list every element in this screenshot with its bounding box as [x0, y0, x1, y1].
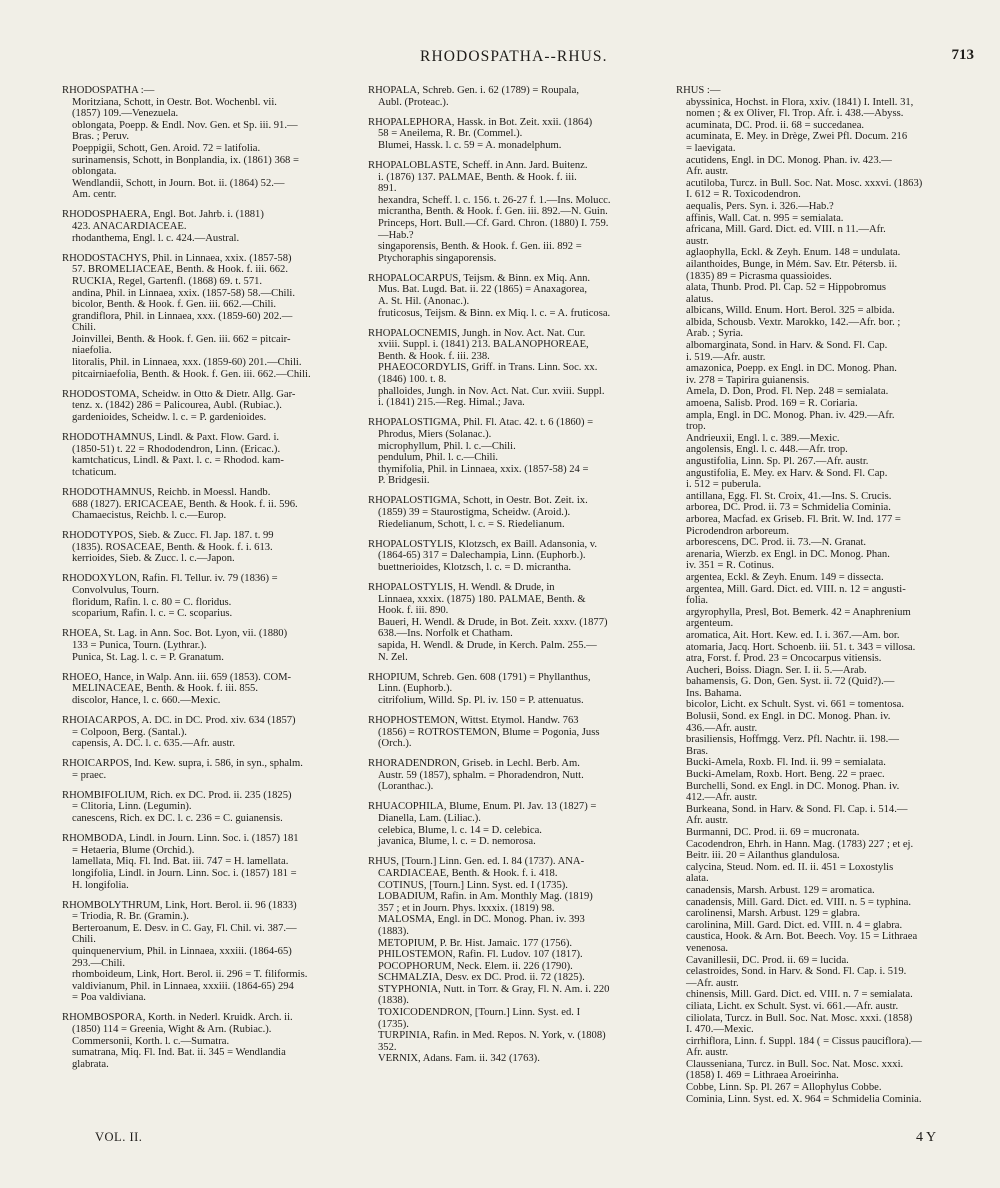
- entry-line: xviii. Suppl. i. (1841) 213. BALANOPHOREAE,: [378, 339, 589, 351]
- entry-line: javanica, Blume, l. c. = D. nemorosa.: [378, 836, 536, 848]
- entry-line: ailanthoides, Bunge, in Mém. Sav. Etr. Pétersb. ii.: [686, 258, 898, 270]
- entry-line: 133 = Punica, Tourn. (Lythrar.).: [72, 639, 207, 651]
- entry-line: acuminata, DC. Prod. ii. 68 = succedanea.: [686, 119, 865, 131]
- dictionary-entry: [368, 672, 668, 707]
- entry-line: acutidens, Engl. in DC. Monog. Phan. iv. 423.—: [686, 154, 892, 166]
- entry-line: Phrodus, Miers (Solanac.).: [378, 428, 492, 440]
- entry-line: carolinensi, Marsh. Arbust. 129 = glabra.: [686, 908, 860, 920]
- entry-line: Picrodendron arboreum.: [686, 525, 789, 537]
- entry-line: (Orch.).: [378, 738, 412, 750]
- entry-line: litoralis, Phil. in Linnaea, xxx. (1859-60) 201.—Chili.: [72, 357, 302, 369]
- entry-line: i. (1876) 137. PALMAE, Benth. & Hook. f. iii.: [378, 171, 577, 183]
- entry-line: Joinvillei, Benth. & Hook. f. Gen. iii. 662 = pitcair-: [72, 333, 291, 345]
- entry-line: Burkeana, Sond. in Harv. & Sond. Fl. Cap. i. 514.—: [686, 803, 908, 815]
- entry-line: Bucki-Amelam, Roxb. Hort. Beng. 22 = praec.: [686, 769, 885, 781]
- entry-line: (1857) 109.—Venezuela.: [72, 108, 179, 120]
- entry-line: SCHMALZIA, Desv. ex DC. Prod. ii. 72 (1825).: [378, 972, 585, 984]
- entry-line: = Poa valdiviana.: [72, 992, 146, 1004]
- entry-heading-line: RHOEO, Hance, in Walp. Ann. iii. 659 (1853). COM-: [62, 671, 292, 683]
- entry-line: Baueri, H. Wendl. & Drude, in Bot. Zeit. xxxv. (1877): [378, 616, 608, 628]
- entry-line: COTINUS, [Tourn.] Linn. Syst. ed. I (1735).: [378, 879, 568, 891]
- entry-line: carolinina, Mill. Gard. Dict. ed. VIII. n. 4 = glabra.: [686, 919, 903, 931]
- entry-line: arborescens, DC. Prod. ii. 73.—N. Granat.: [686, 537, 867, 549]
- entry-line: Chili.: [72, 934, 96, 946]
- dictionary-entry: [368, 539, 668, 574]
- entry-line: quinquenervium, Phil. in Linnaea, xxxiii. (1864-65): [72, 946, 292, 957]
- entry-line: aromatica, Ait. Hort. Kew. ed. I. i. 367.—Am. bor.: [686, 629, 900, 641]
- entry-line: 293.—Chili.: [72, 957, 125, 969]
- entry-line: (1835). ROSACEAE, Benth. & Hook. f. i. 613.: [72, 541, 273, 553]
- entry-line: africana, Mill. Gard. Dict. ed. VIII. n 11.—Afr.: [686, 224, 886, 236]
- entry-line: (1883).: [378, 925, 409, 937]
- entry-line: (1859) 39 = Staurostigma, Scheidw. (Aroid.).: [378, 507, 571, 518]
- entry-line: iv. 351 = R. Cotinus.: [686, 560, 774, 572]
- entry-line: sumatrana, Miq. Fl. Ind. Bat. ii. 345 = Wendlandia: [72, 1047, 286, 1059]
- entry-line: Cobbe, Linn. Sp. Pl. 267 = Allophylus Cobbe.: [686, 1082, 882, 1094]
- entry-line: kamtchaticus, Lindl. & Paxt. l. c. = Rhodod. kam-: [72, 455, 284, 467]
- entry-line: Berteroanum, E. Desv. in C. Gay, Fl. Chil. vi. 387.—: [72, 922, 297, 934]
- entry-heading-line: RHODOSPHAERA, Engl. Bot. Jahrb. i. (1881): [62, 209, 264, 221]
- entry-line: Afr. austr.: [686, 166, 729, 178]
- entry-line: longifolia, Lindl. in Journ. Linn. Soc. i. (1857) 181 =: [72, 867, 297, 879]
- entry-line: cirrhiflora, Linn. f. Suppl. 184 ( = Cissus pauciflora).—: [686, 1035, 922, 1047]
- entry-line: celebica, Blume, l. c. 14 = D. celebica.: [378, 824, 542, 836]
- entry-line: bicolor, Licht. ex Schult. Syst. vi. 661 = tomentosa.: [686, 699, 904, 711]
- entry-line: Punica, St. Lag. l. c. = P. Granatum.: [72, 651, 224, 663]
- running-head: RHODOSPATHA--RHUS.: [420, 48, 608, 65]
- entry-line: CARDIACEAE, Benth. & Hook. f. i. 418.: [378, 867, 558, 879]
- entry-heading-line: RHOPALOCNEMIS, Jungh. in Nov. Act. Nat. Cur.: [368, 327, 586, 339]
- entry-line: canadensis, Marsh. Arbust. 129 = aromatica.: [686, 884, 875, 896]
- entry-line: andina, Phil. in Linnaea, xxix. (1857-58) 58.—Chili.: [72, 287, 296, 299]
- entry-line: chinensis, Mill. Gard. Dict. ed. VIII. n. 7 = semialata.: [686, 989, 913, 1001]
- column-middle: [368, 85, 668, 1074]
- entry-line: Ins. Bahama.: [686, 687, 742, 699]
- entry-heading-line: RHOEA, St. Lag. in Ann. Soc. Bot. Lyon, vii. (1880): [62, 628, 288, 640]
- entry-line: acutiloba, Turcz. in Bull. Soc. Nat. Mosc. xxxvi. (1863): [686, 177, 923, 189]
- entry-line: folia.: [686, 595, 709, 607]
- entry-line: Bucki-Amela, Roxb. Fl. Ind. ii. 99 = semialata.: [686, 757, 886, 769]
- entry-line: alata, Thunb. Prod. Pl. Cap. 52 = Hippobromus: [686, 282, 886, 294]
- entry-line: Riedelianum, Schott, l. c. = S. Riedelianum.: [378, 518, 565, 530]
- entry-heading-line: RHODOXYLON, Rafin. Fl. Tellur. iv. 79 (1836) =: [62, 573, 278, 585]
- entry-line: (1838).: [378, 995, 409, 1007]
- entry-line: buettnerioides, Klotzsch, l. c. = D. micrantha.: [378, 561, 572, 573]
- entry-line: Blumei, Hassk. l. c. 59 = A. monadelphum.: [378, 139, 562, 151]
- entry-line: ciliolata, Turcz. in Bull. Soc. Nat. Mosc. xxxi. (1858): [686, 1012, 913, 1024]
- entry-line: sapida, H. Wendl. & Drude, in Kerch. Palm. 255.—: [378, 639, 597, 651]
- entry-line: kerrioides, Sieb. & Zucc. l. c.—Japon.: [72, 553, 235, 565]
- entry-line: = laevigata.: [686, 142, 736, 154]
- entry-heading-line: RHODOTHAMNUS, Lindl. & Paxt. Flow. Gard. i.: [62, 432, 280, 444]
- entry-line: (1858) I. 469 = Lithraea Aroeirinha.: [686, 1070, 839, 1082]
- dictionary-entry: [62, 573, 358, 619]
- entry-line: rhomboideum, Link, Hort. Berol. ii. 296 = T. filiformis.: [72, 969, 308, 981]
- entry-line: bahamensis, G. Don, Gen. Syst. ii. 72 (Quid?).—: [686, 676, 895, 688]
- dictionary-entry: [62, 833, 358, 891]
- entry-line: = Triodia, R. Br. (Gramin.).: [72, 911, 189, 923]
- entry-line: grandiflora, Phil. in Linnaea, xxx. (1859-60) 202.—: [72, 310, 293, 322]
- entry-line: antillana, Egg. Fl. St. Croix, 41.—Ins. S. Crucis.: [686, 490, 892, 502]
- dictionary-entry: [62, 758, 358, 781]
- entry-line: angolensis, Engl. l. c. 448.—Afr. trop.: [686, 444, 848, 456]
- entry-line: Am. centr.: [72, 189, 117, 201]
- entry-line: = Clitoria, Linn. (Legumin).: [72, 801, 192, 813]
- dictionary-entry: [368, 758, 668, 793]
- entry-line: Chili.: [72, 322, 96, 334]
- entry-line: albida, Schousb. Vextr. Marokko, 142.—Afr. bor. ;: [686, 316, 901, 328]
- entry-line: 352.: [378, 1041, 397, 1053]
- entry-line: Arab. ; Syria.: [686, 328, 744, 340]
- entry-heading-line: RHORADENDRON, Griseb. in Lechl. Berb. Am.: [368, 758, 580, 770]
- entry-line: = Colpoon, Berg. (Santal.).: [72, 726, 187, 738]
- entry-line: angustifolia, E. Mey. ex Harv. & Sond. Fl. Cap.: [686, 467, 888, 479]
- entry-line: I. 470.—Mexic.: [686, 1024, 754, 1036]
- entry-line: Chamaecistus, Reichb. l. c.—Europ.: [72, 510, 227, 522]
- entry-line: surinamensis, Schott, in Bonplandia, ix. (1861) 368 =: [72, 154, 299, 166]
- entry-line: amoena, Salisb. Prod. 169 = R. Coriaria.: [686, 398, 858, 410]
- entry-line: Burmanni, DC. Prod. ii. 69 = mucronata.: [686, 827, 860, 838]
- entry-line: abyssinica, Hochst. in Flora, xxiv. (1841) I. Intell. 31,: [686, 96, 914, 108]
- entry-heading-line: RHOPIUM, Schreb. Gen. 608 (1791) = Phyllanthus,: [368, 671, 591, 683]
- entry-line: ciliata, Licht. ex Schult. Syst. vi. 661.—Afr. austr.: [686, 1000, 899, 1012]
- entry-line: (Loranthac.).: [378, 781, 434, 793]
- entry-line: acuminata, E. Mey. in Drège, Zwei Pfl. Docum. 216: [686, 131, 908, 143]
- entry-line: Moritziana, Schott, in Oestr. Bot. Wochenbl. vii.: [72, 96, 277, 108]
- entry-heading-line: RHOMBOLYTHRUM, Link, Hort. Berol. ii. 96 (1833): [62, 899, 297, 911]
- entry-line: argentea, Eckl. & Zeyh. Enum. 149 = dissecta.: [686, 571, 884, 583]
- entry-line: Andrieuxii, Engl. l. c. 389.—Mexic.: [686, 432, 840, 444]
- entry-line: pitcairniaefolia, Benth. & Hook. f. Gen. iii. 662.—Chili.: [72, 368, 311, 380]
- entry-line: aequalis, Pers. Syn. i. 326.—Hab.?: [686, 200, 834, 212]
- entry-line: 58 = Aneilema, R. Br. (Commel.).: [378, 128, 523, 140]
- entry-line: Clausseniana, Turcz. in Bull. Soc. Nat. Mosc. xxxi.: [686, 1058, 904, 1070]
- entry-line: rhodanthema, Engl. l. c. 424.—Austral.: [72, 232, 240, 244]
- entry-line: scoparium, Rafin. l. c. = C. scoparius.: [72, 608, 233, 620]
- dictionary-entry: [368, 495, 668, 530]
- entry-heading-line: RHUS :—: [676, 85, 721, 96]
- entry-line: (1846) 100. t. 8.: [378, 374, 447, 386]
- entry-line: METOPIUM, P. Br. Hist. Jamaic. 177 (1756).: [378, 937, 573, 949]
- entry-line: Aucheri, Boiss. Diagn. Ser. I. ii. 5.—Arab.: [686, 664, 867, 676]
- entry-line: brasiliensis, Hoffmgg. Verz. Pfl. Nachtr. ii. 198.—: [686, 734, 899, 746]
- entry-line: Bolusii, Sond. ex Engl. in DC. Monog. Phan. iv.: [686, 711, 891, 723]
- entry-line: nomen ; & ex Oliver, Fl. Trop. Afr. i. 438.—Abyss.: [686, 108, 904, 120]
- entry-line: 891.: [378, 183, 397, 195]
- entry-line: Aubl. (Proteac.).: [378, 96, 449, 108]
- dictionary-entry: [62, 790, 358, 825]
- entry-line: valdivianum, Phil. in Linnaea, xxxiii. (1864-65) 294: [72, 980, 294, 992]
- entry-line: MELINACEAE, Benth. & Hook. f. iii. 855.: [72, 683, 258, 695]
- entry-line: arborea, DC. Prod. ii. 73 = Schmidelia Cominia.: [686, 502, 891, 514]
- dictionary-entry: [62, 715, 358, 750]
- entry-line: celastroides, Sond. in Harv. & Sond. Fl. Cap. i. 519.: [686, 966, 907, 978]
- entry-line: phalloides, Jungh. in Nov. Act. Nat. Cur. xviii. Suppl.: [378, 385, 605, 397]
- entry-heading-line: RHOPALA, Schreb. Gen. i. 62 (1789) = Roupala,: [368, 85, 579, 96]
- dictionary-entry: [368, 328, 668, 409]
- entry-line: I. 612 = R. Toxicodendron.: [686, 189, 801, 201]
- entry-line: i. 519.—Afr. austr.: [686, 351, 766, 363]
- entry-line: = praec.: [72, 769, 107, 781]
- entry-line: Bras.: [686, 745, 709, 757]
- entry-line: Afr. austr.: [686, 815, 729, 827]
- dictionary-entry: [62, 432, 358, 478]
- entry-line: tenz. x. (1842) 286 = Palicourea, Aubl. (Rubiac.).: [72, 400, 282, 412]
- entry-line: amazonica, Poepp. ex Engl. in DC. Monog. Phan.: [686, 363, 897, 375]
- dictionary-entry: [62, 900, 358, 1004]
- entry-line: gardenioides, Scheidw. l. c. = P. gardenioides.: [72, 411, 267, 423]
- entry-line: aglaophylla, Eckl. & Zeyh. Enum. 148 = undulata.: [686, 247, 901, 259]
- entry-heading-line: RHUACOPHILA, Blume, Enum. Pl. Jav. 13 (1827) =: [368, 801, 597, 813]
- entry-line: TURPINIA, Rafin. in Med. Repos. N. York, v. (1808): [378, 1030, 606, 1042]
- dictionary-entry: [62, 530, 358, 565]
- entry-line: —Afr. austr.: [686, 977, 739, 989]
- entry-heading-line: RHOPALEPHORA, Hassk. in Bot. Zeit. xxii. (1864): [368, 116, 593, 128]
- entry-heading-line: RHOMBIFOLIUM, Rich. ex DC. Prod. ii. 235 (1825): [62, 789, 292, 801]
- entry-line: albomarginata, Sond. in Harv. & Sond. Fl. Cap.: [686, 340, 888, 352]
- entry-line: i. 512 = puberula.: [686, 479, 762, 491]
- dictionary-entry: [62, 672, 358, 707]
- entry-heading-line: RHOPALOSTIGMA, Schott, in Oestr. Bot. Zeit. ix.: [368, 495, 588, 507]
- entry-line: Dianella, Lam. (Liliac.).: [378, 813, 481, 825]
- entry-line: Commersonii, Korth. l. c.—Sumatra.: [72, 1035, 230, 1047]
- entry-line: Mus. Bat. Lugd. Bat. ii. 22 (1865) = Anaxagorea,: [378, 284, 587, 296]
- column-right: [676, 85, 978, 1114]
- page-number: 713: [951, 47, 974, 63]
- entry-line: Beitr. iii. 20 = Ailanthus glandulosa.: [686, 850, 840, 862]
- entry-heading-line: RHOPHOSTEMON, Wittst. Etymol. Handw. 763: [368, 714, 579, 726]
- entry-line: austr.: [686, 235, 709, 247]
- signature-mark: 4 Y: [916, 1130, 937, 1145]
- entry-heading-line: RHOPALOSTYLIS, H. Wendl. & Drude, in: [368, 581, 555, 593]
- entry-line: trop.: [686, 421, 706, 433]
- entry-line: Cacodendron, Ehrh. in Hann. Mag. (1783) 227 ; et ej.: [686, 838, 914, 850]
- entry-heading-line: RHODOSTOMA, Scheidw. in Otto & Dietr. Allg. Gar-: [62, 388, 296, 400]
- dictionary-entry: [368, 117, 668, 152]
- entry-line: calycina, Steud. Nom. ed. II. ii. 451 = Loxostylis: [686, 861, 894, 873]
- dictionary-entry: [368, 856, 668, 1065]
- dictionary-entry: [62, 487, 358, 522]
- entry-line: Linnaea, xxxix. (1875) 180. PALMAE, Benth. &: [378, 593, 586, 605]
- entry-line: Hook. f. iii. 890.: [378, 605, 449, 617]
- entry-line: arborea, Macfad. ex Griseb. Fl. Brit. W. Ind. 177 =: [686, 513, 901, 525]
- entry-line: oblongata.: [72, 166, 117, 178]
- dictionary-entry: [368, 273, 668, 319]
- entry-line: canadensis, Mill. Gard. Dict. ed. VIII. n. 5 = typhina.: [686, 896, 911, 908]
- entry-line: bicolor, Benth. & Hook. f. Gen. iii. 662.—Chili.: [72, 299, 277, 311]
- entry-line: capensis, A. DC. l. c. 635.—Afr. austr.: [72, 738, 236, 750]
- entry-heading-line: RHOPALOSTYLIS, Klotzsch, ex Baill. Adansonia, v.: [368, 538, 598, 550]
- entry-line: thymifolia, Phil. in Linnaea, xxix. (1857-58) 24 =: [378, 463, 589, 475]
- dictionary-entry: [62, 253, 358, 381]
- entry-line: discolor, Hance, l. c. 660.—Mexic.: [72, 694, 221, 706]
- entry-line: micrantha, Benth. & Hook. f. Gen. iii. 892.—N. Guin.: [378, 206, 608, 218]
- entry-line: LOBADIUM, Rafin. in Am. Monthly Mag. (1819): [378, 891, 593, 903]
- entry-line: lamellata, Miq. Fl. Ind. Bat. iii. 747 = H. lamellata.: [72, 856, 289, 868]
- entry-heading-line: RHODOSPATHA :—: [62, 85, 155, 96]
- entry-line: hexandra, Scheff. l. c. 156. t. 26-27 f. 1.—Ins. Molucc.: [378, 194, 611, 206]
- dictionary-entry: [676, 85, 978, 1105]
- entry-line: tchaticum.: [72, 466, 117, 478]
- entry-line: MALOSMA, Engl. in DC. Monog. Phan. iv. 393: [378, 914, 585, 926]
- entry-line: Princeps, Hort. Bull.—Cf. Gard. Chron. (1880) I. 759.: [378, 217, 609, 229]
- entry-line: atra, Forst. f. Prod. 23 = Oncocarpus vitiensis.: [686, 653, 882, 665]
- entry-line: niaefolia.: [72, 345, 112, 357]
- entry-line: pendulum, Phil. l. c.—Chili.: [378, 452, 499, 464]
- entry-line: Cominia, Linn. Syst. ed. X. 964 = Schmidelia Cominia.: [686, 1093, 922, 1105]
- entry-line: STYPHONIA, Nutt. in Torr. & Gray, Fl. N. Am. i. 220: [378, 983, 610, 995]
- dictionary-entry: [62, 1012, 358, 1070]
- entry-line: citrifolium, Willd. Sp. Pl. iv. 150 = P. attenuatus.: [378, 694, 584, 706]
- dictionary-entry: [368, 85, 668, 108]
- entry-line: oblongata, Poepp. & Endl. Nov. Gen. et Sp. iii. 91.—: [72, 119, 298, 131]
- entry-line: argyrophylla, Presl, Bot. Bemerk. 42 = Anaphrenium: [686, 606, 911, 618]
- entry-heading-line: RHOPALOSTIGMA, Phil. Fl. Atac. 42. t. 6 (1860) =: [368, 417, 594, 429]
- entry-line: (1835) 89 = Picrasma quassioides.: [686, 270, 832, 282]
- entry-heading-line: RHOICARPOS, Ind. Kew. supra, i. 586, in syn., sphalm.: [62, 758, 303, 770]
- dictionary-entry: [368, 582, 668, 663]
- entry-line: (1850-51) t. 22 = Rhododendron, Linn. (Ericac.).: [72, 443, 281, 455]
- dictionary-entry: [368, 801, 668, 847]
- entry-line: N. Zel.: [378, 651, 408, 663]
- entry-line: P. Bridgesii.: [378, 475, 430, 487]
- entry-line: H. longifolia.: [72, 879, 129, 891]
- entry-line: i. (1841) 215.—Reg. Himal.; Java.: [378, 397, 525, 409]
- entry-line: (1856) = ROTROSTEMON, Blume = Pogonia, Juss: [378, 726, 600, 738]
- entry-line: Wendlandii, Schott, in Journ. Bot. ii. (1864) 52.—: [72, 177, 285, 189]
- column-left: [62, 85, 358, 1079]
- entry-line: Amela, D. Don, Prod. Fl. Nep. 248 = semialata.: [686, 386, 889, 398]
- entry-line: TOXICODENDRON, [Tourn.] Linn. Syst. ed. I: [378, 1007, 581, 1019]
- entry-line: VERNIX, Adans. Fam. ii. 342 (1763).: [378, 1053, 540, 1065]
- entry-line: argenteum.: [686, 618, 734, 630]
- dictionary-entry: [62, 389, 358, 424]
- entry-heading-line: RHOIACARPOS, A. DC. in DC. Prod. xiv. 634 (1857): [62, 714, 296, 726]
- entry-line: singaporensis, Benth. & Hook. f. Gen. iii. 892 =: [378, 241, 582, 253]
- entry-line: Ptychoraphis singaporensis.: [378, 252, 497, 264]
- dictionary-entry: [62, 209, 358, 244]
- entry-line: atomaria, Jacq. Hort. Schoenb. iii. 51. t. 343 = villosa.: [686, 641, 916, 653]
- entry-line: caustica, Hook. & Arn. Bot. Beech. Voy. 15 = Lithraea: [686, 931, 918, 943]
- entry-line: 638.—Ins. Norfolk et Chatham.: [378, 628, 513, 640]
- entry-line: floridum, Rafin. l. c. 80 = C. floridus.: [72, 596, 232, 608]
- entry-line: (1850) 114 = Greenia, Wight & Arn. (Rubiac.).: [72, 1024, 272, 1036]
- entry-line: microphyllum, Phil. l. c.—Chili.: [378, 440, 516, 452]
- entry-line: Afr. austr.: [686, 1047, 729, 1059]
- entry-line: Benth. & Hook. f. iii. 238.: [378, 350, 490, 362]
- entry-line: —Hab.?: [378, 229, 414, 241]
- entry-line: 357 ; et in Journ. Phys. lxxxix. (1819) 98.: [378, 902, 555, 914]
- entry-line: = Hetaeria, Blume (Orchid.).: [72, 844, 195, 856]
- entry-line: PHILOSTEMON, Rafin. Fl. Ludov. 107 (1817).: [378, 949, 583, 961]
- entry-line: Convolvulus, Tourn.: [72, 585, 160, 597]
- entry-line: canescens, Rich. ex DC. l. c. 236 = C. guianensis.: [72, 813, 283, 825]
- entry-line: iv. 278 = Tapirira guianensis.: [686, 374, 810, 386]
- entry-line: Austr. 59 (1857), sphalm. = Phoradendron, Nutt.: [378, 769, 584, 781]
- entry-heading-line: RHOMBOSPORA, Korth. in Nederl. Kruidk. Arch. ii.: [62, 1012, 293, 1024]
- entry-line: 412.—Afr. austr.: [686, 792, 758, 804]
- entry-line: glabrata.: [72, 1058, 109, 1070]
- dictionary-entry: [368, 160, 668, 264]
- dictionary-entry: [368, 417, 668, 487]
- entry-line: PHAEOCORDYLIS, Griff. in Trans. Linn. Soc. xx.: [378, 362, 598, 374]
- entry-heading-line: RHODOSTACHYS, Phil. in Linnaea, xxix. (1857-58): [62, 252, 292, 264]
- entry-line: angustifolia, Linn. Sp. Pl. 267.—Afr. austr.: [686, 456, 869, 467]
- entry-line: POCOPHORUM, Neck. Elem. ii. 226 (1790).: [378, 960, 573, 972]
- entry-heading-line: RHODOTYPOS, Sieb. & Zucc. Fl. Jap. 187. t. 99: [62, 530, 274, 542]
- entry-line: albicans, Willd. Enum. Hort. Berol. 325 = albida.: [686, 305, 895, 317]
- dictionary-entry: [62, 628, 358, 663]
- dictionary-entry: [62, 85, 358, 201]
- entry-heading-line: RHODOTHAMNUS, Reichb. in Moessl. Handb.: [62, 486, 271, 498]
- entry-line: 688 (1827). ERICACEAE, Benth. & Hook. f. ii. 596.: [72, 498, 298, 510]
- entry-line: alata.: [686, 873, 709, 885]
- entry-heading-line: RHUS, [Tourn.] Linn. Gen. ed. I. 84 (1737). ANA-: [368, 856, 585, 868]
- entry-line: arenaria, Wierzb. ex Engl. in DC. Monog. Phan.: [686, 548, 890, 560]
- entry-line: RUCKIA, Regel, Gartenfl. (1868) 69. t. 571.: [72, 275, 263, 287]
- volume-label: VOL. II.: [95, 1130, 143, 1144]
- entry-line: Bras. ; Peruv.: [72, 131, 129, 143]
- entry-line: Poeppigii, Schott, Gen. Aroid. 72 = latifolia.: [72, 142, 261, 154]
- entry-line: ampla, Engl. in DC. Monog. Phan. iv. 429.—Afr.: [686, 409, 895, 421]
- entry-line: 436.—Afr. austr.: [686, 722, 758, 734]
- entry-line: (1864-65) 317 = Dalechampia, Linn. (Euphorb.).: [378, 550, 586, 562]
- entry-line: Linn. (Euphorb.).: [378, 683, 453, 695]
- entry-line: argentea, Mill. Gard. Dict. ed. VIII. n. 12 = angusti-: [686, 583, 906, 595]
- entry-line: (1735).: [378, 1018, 409, 1030]
- entry-heading-line: RHOMBODA, Lindl. in Journ. Linn. Soc. i. (1857) 181: [62, 833, 299, 845]
- entry-heading-line: RHOPALOBLASTE, Scheff. in Ann. Jard. Buitenz.: [368, 159, 588, 171]
- entry-line: fruticosus, Teijsm. & Binn. ex Miq. l. c. = A. fruticosa.: [378, 307, 611, 319]
- entry-heading-line: RHOPALOCARPUS, Teijsm. & Binn. ex Miq. Ann.: [368, 272, 591, 284]
- entry-line: affinis, Wall. Cat. n. 995 = semialata.: [686, 212, 844, 224]
- entry-line: Cavanillesii, DC. Prod. ii. 69 = lucida.: [686, 954, 849, 966]
- entry-line: 423. ANACARDIACEAE.: [72, 221, 187, 233]
- entry-line: 57. BROMELIACEAE, Benth. & Hook. f. iii. 662.: [72, 264, 288, 276]
- dictionary-entry: [368, 715, 668, 750]
- entry-line: venenosa.: [686, 942, 729, 954]
- entry-line: alatus.: [686, 293, 714, 305]
- entry-line: Burchelli, Sond. ex Engl. in DC. Monog. Phan. iv.: [686, 780, 900, 792]
- entry-line: A. St. Hil. (Anonac.).: [378, 296, 470, 307]
